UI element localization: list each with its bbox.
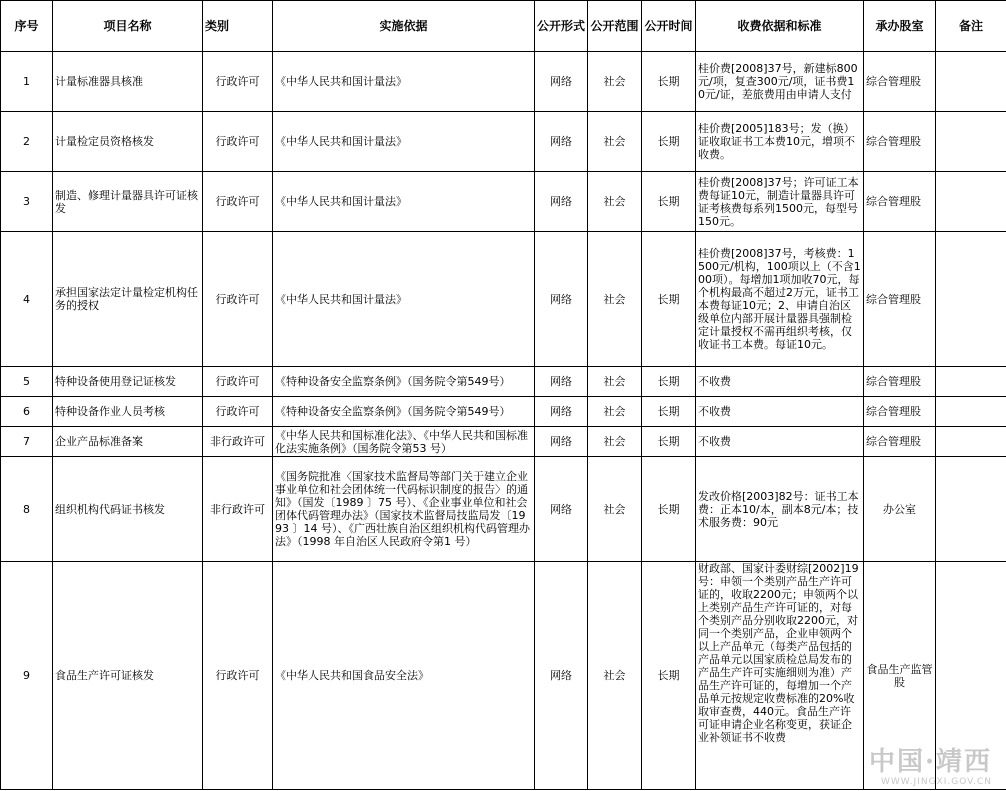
cell-dept: 综合管理股 — [864, 397, 936, 427]
cell-type: 非行政许可 — [203, 427, 273, 457]
cell-scope: 社会 — [588, 367, 642, 397]
cell-time: 长期 — [642, 427, 696, 457]
cell-scope: 社会 — [588, 112, 642, 172]
cell-type: 行政许可 — [203, 397, 273, 427]
cell-time: 长期 — [642, 562, 696, 790]
header-fee: 收费依据和标准 — [696, 1, 864, 52]
cell-basis: 《国务院批准〈国家技术监督局等部门关于建立企业事业单位和社会团体统一代码标识制度的报告〉的通知》（国发〔1989 〕75 号）、《企业事业单位和社会团体代码管理办法》（国家技术监督局技监局发〔1993 〕14 号）、《广西壮族自治区组织机构代码管理办法》（1998 年自治区人民政府令第1 号） — [273, 457, 535, 562]
cell-note — [936, 52, 1006, 112]
watermark-url: WWW.JINGXI.GOV.CN — [881, 777, 992, 787]
table-row — [1, 112, 1006, 172]
table-row — [1, 562, 1006, 790]
header-form: 公开形式 — [535, 1, 588, 52]
cell-scope: 社会 — [588, 427, 642, 457]
cell-name: 组织机构代码证书核发 — [53, 457, 203, 562]
cell-time: 长期 — [642, 112, 696, 172]
cell-type: 行政许可 — [203, 367, 273, 397]
cell-type: 行政许可 — [203, 52, 273, 112]
site-watermark — [869, 747, 992, 787]
cell-note — [936, 397, 1006, 427]
cell-basis: 《中华人民共和国计量法》 — [273, 52, 535, 112]
cell-time: 长期 — [642, 232, 696, 367]
header-type: 类别 — [203, 1, 273, 52]
cell-fee: 财政部、国家计委财综[2002]19号：申领一个类别产品生产许可证的，收取2200元；申领两个以上类别产品生产许可证的，对每个类别产品分别收取2200元，对同一个类别产品，企业申领两个以上产品单元（每类产品包括的产品单元以国家质检总局发布的产品生产许可实施细则为准）产品生产许可证的，每增加一个产品单元按规定收费标准的20%收取审查费，440元。食品生产许可证申请企业名称变更，获证企业补领证书不收费 — [696, 562, 864, 790]
cell-form: 网络 — [535, 457, 588, 562]
cell-no: 5 — [1, 367, 53, 397]
header-basis: 实施依据 — [273, 1, 535, 52]
cell-form: 网络 — [535, 52, 588, 112]
cell-no: 7 — [1, 427, 53, 457]
cell-no: 3 — [1, 172, 53, 232]
cell-time: 长期 — [642, 397, 696, 427]
table-row — [1, 397, 1006, 427]
cell-basis: 《中华人民共和国食品安全法》 — [273, 562, 535, 790]
header-name: 项目名称 — [53, 1, 203, 52]
header-dept: 承办股室 — [864, 1, 936, 52]
cell-note — [936, 367, 1006, 397]
cell-dept: 综合管理股 — [864, 367, 936, 397]
cell-dept: 食品生产监管股 — [864, 562, 936, 790]
cell-note — [936, 427, 1006, 457]
cell-dept: 办公室 — [864, 457, 936, 562]
header-time: 公开时间 — [642, 1, 696, 52]
table-row — [1, 232, 1006, 367]
cell-fee: 桂价费[2008]37号；许可证工本费每证10元，制造计量器具许可证考核费每系列1500元，每型号150元。 — [696, 172, 864, 232]
table-row — [1, 457, 1006, 562]
table-row — [1, 172, 1006, 232]
cell-no: 4 — [1, 232, 53, 367]
cell-type: 非行政许可 — [203, 457, 273, 562]
table-row — [1, 52, 1006, 112]
cell-fee: 不收费 — [696, 397, 864, 427]
cell-no: 6 — [1, 397, 53, 427]
cell-basis: 《特种设备安全监察条例》（国务院令第549号） — [273, 367, 535, 397]
cell-no: 1 — [1, 52, 53, 112]
cell-dept: 综合管理股 — [864, 172, 936, 232]
header-no: 序号 — [1, 1, 53, 52]
cell-basis: 《特种设备安全监察条例》（国务院令第549号） — [273, 397, 535, 427]
cell-time: 长期 — [642, 457, 696, 562]
cell-no: 9 — [1, 562, 53, 790]
cell-scope: 社会 — [588, 562, 642, 790]
cell-name: 特种设备作业人员考核 — [53, 397, 203, 427]
cell-scope: 社会 — [588, 397, 642, 427]
cell-time: 长期 — [642, 52, 696, 112]
header-row — [1, 1, 1006, 52]
header-scope: 公开范围 — [588, 1, 642, 52]
cell-name: 承担国家法定计量检定机构任务的授权 — [53, 232, 203, 367]
cell-scope: 社会 — [588, 232, 642, 367]
cell-no: 8 — [1, 457, 53, 562]
cell-time: 长期 — [642, 367, 696, 397]
cell-basis: 《中华人民共和国标准化法》、《中华人民共和国标准化法实施条例》（国务院令第53 号） — [273, 427, 535, 457]
table-row — [1, 367, 1006, 397]
cell-fee: 不收费 — [696, 367, 864, 397]
cell-dept: 综合管理股 — [864, 427, 936, 457]
cell-fee: 桂价费[2008]37号，考核费：1500元/机构，100项以上（不含100项）。每增加1项加收70元，每个机构最高不超过2万元，证书工本费每证10元；2、申请自治区级单位内部开展计量器具强制检定计量授权不需再组织考核，仅收证书工本费。每证10元。 — [696, 232, 864, 367]
cell-note — [936, 232, 1006, 367]
cell-basis: 《中华人民共和国计量法》 — [273, 172, 535, 232]
cell-type: 行政许可 — [203, 562, 273, 790]
cell-name: 企业产品标准备案 — [53, 427, 203, 457]
cell-type: 行政许可 — [203, 112, 273, 172]
cell-basis: 《中华人民共和国计量法》 — [273, 112, 535, 172]
cell-note — [936, 172, 1006, 232]
cell-dept: 综合管理股 — [864, 112, 936, 172]
header-note: 备注 — [936, 1, 1006, 52]
cell-scope: 社会 — [588, 457, 642, 562]
cell-form: 网络 — [535, 427, 588, 457]
cell-scope: 社会 — [588, 52, 642, 112]
cell-type: 行政许可 — [203, 172, 273, 232]
cell-type: 行政许可 — [203, 232, 273, 367]
cell-form: 网络 — [535, 397, 588, 427]
cell-time: 长期 — [642, 172, 696, 232]
cell-form: 网络 — [535, 172, 588, 232]
cell-form: 网络 — [535, 367, 588, 397]
cell-name: 计量检定员资格核发 — [53, 112, 203, 172]
cell-note — [936, 112, 1006, 172]
cell-fee: 不收费 — [696, 427, 864, 457]
cell-name: 计量标准器具核准 — [53, 52, 203, 112]
cell-name: 食品生产许可证核发 — [53, 562, 203, 790]
cell-fee: 桂价费[2008]37号，新建标800元/项，复查300元/项，证书费10元/证，差旅费用由申请人支付 — [696, 52, 864, 112]
cell-no: 2 — [1, 112, 53, 172]
cell-form: 网络 — [535, 112, 588, 172]
cell-form: 网络 — [535, 562, 588, 790]
cell-scope: 社会 — [588, 172, 642, 232]
cell-name: 特种设备使用登记证核发 — [53, 367, 203, 397]
cell-basis: 《中华人民共和国计量法》 — [273, 232, 535, 367]
cell-fee: 发改价格[2003]82号：证书工本费：正本10/本，副本8元/本；技术服务费：90元 — [696, 457, 864, 562]
cell-dept: 综合管理股 — [864, 52, 936, 112]
table-row — [1, 427, 1006, 457]
watermark-title: 中国·靖西 — [868, 747, 992, 777]
cell-note — [936, 457, 1006, 562]
cell-dept: 综合管理股 — [864, 232, 936, 367]
cell-form: 网络 — [535, 232, 588, 367]
cell-fee: 桂价费[2005]183号；发（换）证收取证书工本费10元，增项不收费。 — [696, 112, 864, 172]
cell-name: 制造、修理计量器具许可证核发 — [53, 172, 203, 232]
